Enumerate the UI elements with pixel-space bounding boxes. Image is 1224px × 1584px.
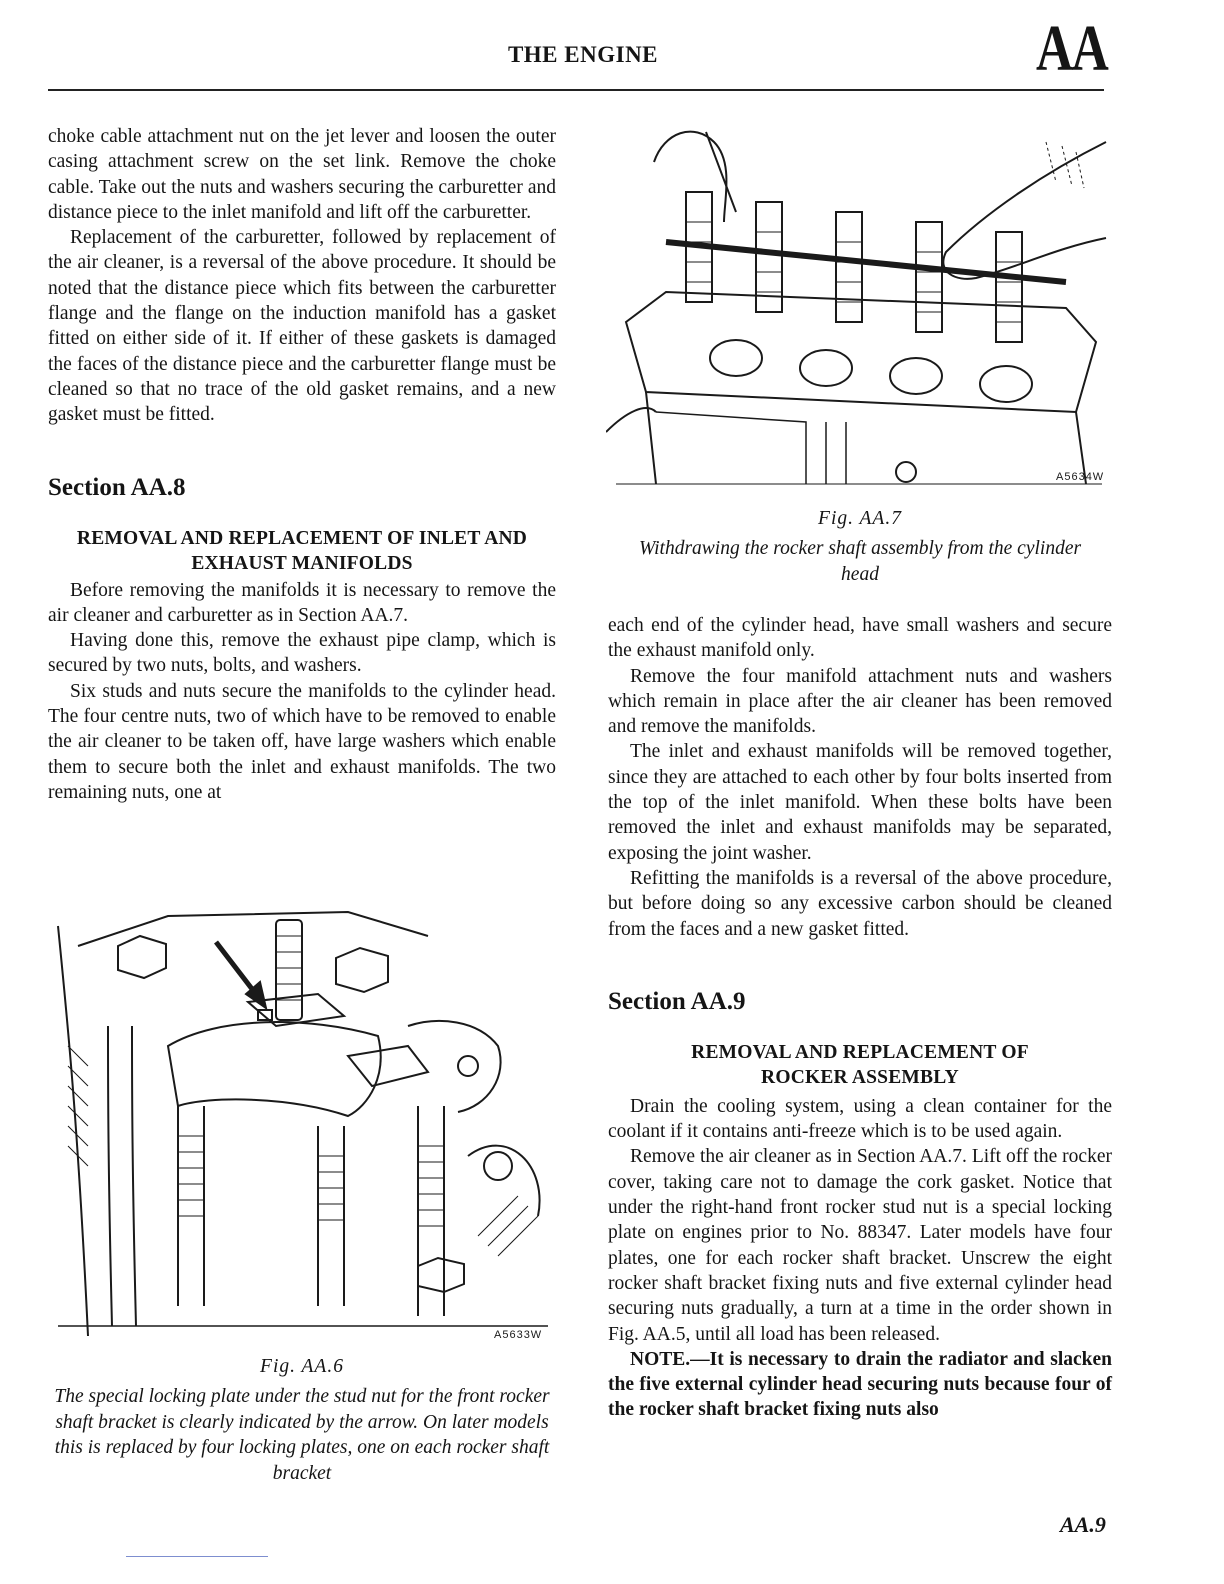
- footer-line: [126, 1556, 268, 1557]
- continued-paragraph: The inlet and exhaust manifolds will be removed together, since they are attached to each other by four bolts inserted from the top of the inlet manifold. When these bolts have been removed the inlet and exhaust manifolds may be separated, exposing the joint washer.: [608, 741, 1112, 864]
- continued-paragraph: Refitting the manifolds is a reversal of the above procedure, but before doing so any excessive carbon should be cleaned from the faces and a new gasket fitted.: [608, 867, 1112, 940]
- section-aa8-paragraph: Having done this, remove the exhaust pipe clamp, which is secured by two nuts, bolts, and washers.: [48, 630, 556, 677]
- figure-aa7-caption: Withdrawing the rocker shaft assembly from the cylinder head: [638, 538, 1082, 585]
- rocker-shaft-withdrawal-drawing: [606, 122, 1112, 492]
- page-number: AA.9: [1060, 1512, 1106, 1537]
- intro-paragraph: choke cable attachment nut on the jet lever and loosen the outer casing attachment screw on the set link. Remove the choke cable. Take out the nuts and washers securing the carburetter and distance piece to the inlet manifold and lift off the carburetter.: [48, 126, 556, 223]
- rocker-locking-plate-drawing: [48, 906, 560, 1346]
- section-aa9-note: NOTE.—It is necessary to drain the radiator and slacken the five external cylinder head securing nuts because four of the rocker shaft bracket fixing nuts also: [608, 1348, 1112, 1421]
- figure-aa7-label: Fig. AA.7: [818, 508, 902, 529]
- header-rule: [48, 89, 1104, 91]
- section-aa8-paragraph: Before removing the manifolds it is necessary to remove the air cleaner and carburetter as in Section AA.7.: [48, 579, 556, 626]
- continued-paragraph: Remove the four manifold attachment nuts and washers which remain in place after the air cleaner has been removed and remove the manifolds.: [608, 665, 1112, 738]
- section-aa8-paragraph: Six studs and nuts secure the manifolds to the cylinder head. The four centre nuts, two of which have to be removed to enable the air cleaner to be taken off, have large washers which enable them to secure both the inlet and exhaust manifolds. The two remaining nuts, one at: [48, 680, 556, 803]
- figure-aa6-label: Fig. AA.6: [260, 1356, 344, 1377]
- section-aa9-paragraph: Remove the air cleaner as in Section AA.7. Lift off the rocker cover, taking care not to damage the cork gasket. Notice that under the right-hand front rocker stud nut is a special locking plate on engines prior to No. 88347. Later models have four plates, one for each rocker shaft bracket. Unscrew the eight rocker shaft bracket fixing nuts and five external cylinder head securing nuts gradually, a turn at a time in the order shown in Fig. AA.5, until all load has been released.: [608, 1146, 1112, 1345]
- section-aa9-subheading: REMOVAL AND REPLACEMENT OF ROCKER ASSEMBLY: [691, 1041, 1029, 1088]
- intro-paragraph: Replacement of the carburetter, followed by replacement of the air cleaner, is a reversal of the above procedure. It should be noted that the distance piece which fits between the carburetter flange and the flange on the induction manifold has a gasket fitted on either side of it. If either of these gaskets is damaged the faces of the distance piece and the carburetter flange must be cleaned so that no trace of the old gasket remains, and a new gasket must be fitted.: [48, 227, 556, 426]
- right-column: [608, 508, 1112, 1423]
- figure-aa7-ref-code: A5634W: [1056, 471, 1105, 483]
- continued-paragraph: each end of the cylinder head, have small washers and secure the exhaust manifold only.: [608, 615, 1112, 662]
- figure-aa6-ref-code: A5633W: [494, 1329, 543, 1341]
- figure-aa6-illustration: [48, 906, 560, 1346]
- figure-aa7-illustration: [606, 122, 1112, 492]
- page-header-title: THE ENGINE: [507, 42, 659, 67]
- figure-aa6-caption-block: [48, 1356, 556, 1486]
- section-aa9-paragraph: Drain the cooling system, using a clean container for the coolant if it contains anti-freeze which is to be used again.: [608, 1095, 1112, 1143]
- section-letters: AA: [1036, 12, 1108, 85]
- section-aa9-heading: Section AA.9: [608, 987, 746, 1015]
- figure-aa6-caption: The special locking plate under the stud nut for the front rocker shaft bracket is clearly indicated by the arrow. On later models this is replaced by four locking plates, one on each rocker shaft bracket: [54, 1386, 550, 1484]
- left-column: [48, 124, 556, 805]
- section-aa8-heading: Section AA.8: [48, 473, 186, 501]
- section-aa8-subheading: REMOVAL AND REPLACEMENT OF INLET AND EXHAUST MANIFOLDS: [76, 527, 528, 574]
